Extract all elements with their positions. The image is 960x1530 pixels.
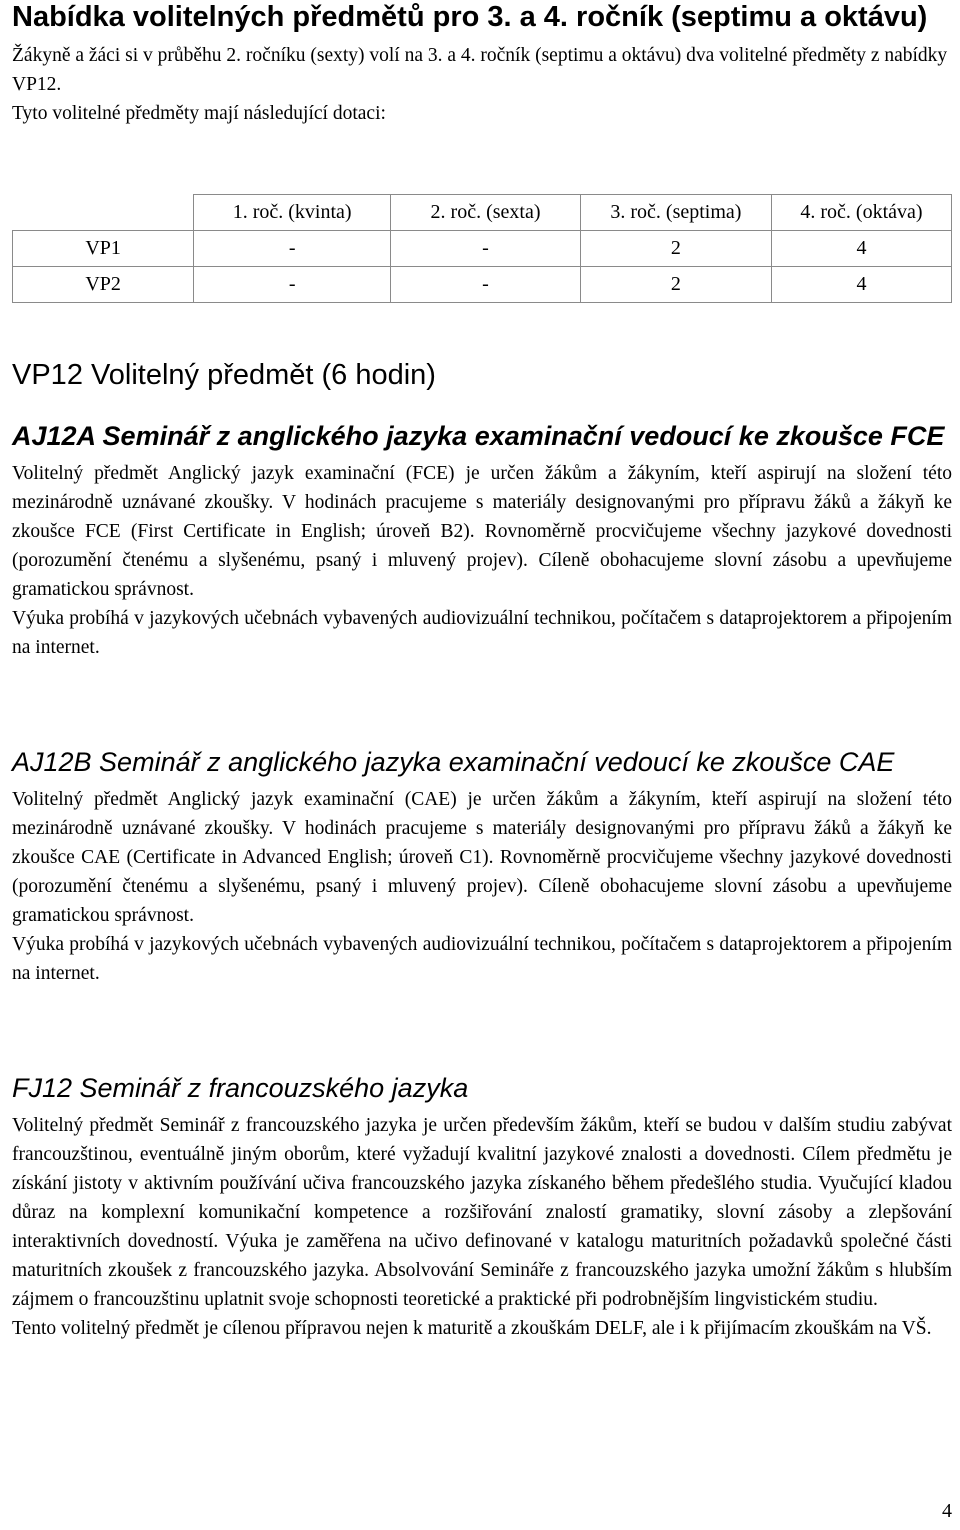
table-cell: VP2 xyxy=(13,267,194,303)
table-cell: - xyxy=(391,267,581,303)
section-aj12a xyxy=(12,420,952,662)
aj12b-paragraph-2: Výuka probíhá v jazykových učebnách vybavených audiovizuální technikou, počítačem s dataprojektorem a připojením na internet. xyxy=(12,934,952,984)
table-header-cell: 2. roč. (sexta) xyxy=(391,195,581,231)
page-title: Nabídka volitelných předmětů pro 3. a 4. ročník (septimu a oktávu) xyxy=(12,1,928,33)
vp12-heading: VP12 Volitelný předmět (6 hodin) xyxy=(12,359,436,391)
aj12a-paragraph-2: Výuka probíhá v jazykových učebnách vybavených audiovizuální technikou, počítačem s dataprojektorem a připojením na internet. xyxy=(12,608,952,658)
aj12b-paragraph-1: Volitelný předmět Anglický jazyk examinační (CAE) je určen žákům a žákyním, kteří aspirují na složení této mezinárodně uznávané zkoušky. V hodinách pracujeme s materiály designovanými pro přípravu žáků a žákyň ke zkoušce CAE (Certificate in Advanced English; úroveň C1). Rovnoměrně procvičujeme všechny jazykové dovednosti (porozumění čtenému a slyšenému, psaný i mluvený projev). Cíleně obohacujeme slovní zásobu a upevňujeme gramatickou správnost. xyxy=(12,789,952,926)
aj12b-heading: AJ12B Seminář z anglického jazyka examinační vedoucí ke zkoušce CAE xyxy=(12,747,895,777)
table-cell: 4 xyxy=(771,267,951,303)
fj12-heading: FJ12 Seminář z francouzského jazyka xyxy=(12,1073,469,1103)
table-cell: 2 xyxy=(580,231,771,267)
document-page xyxy=(12,0,952,1339)
hours-table xyxy=(12,194,952,303)
section-fj12 xyxy=(12,1072,952,1343)
table-header-row xyxy=(13,195,952,231)
table-cell: 4 xyxy=(771,231,951,267)
aj12a-paragraph-1: Volitelný předmět Anglický jazyk examinační (FCE) je určen žákům a žákyním, kteří aspirují na složení této mezinárodně uznávané zkoušky. V hodinách pracujeme s materiály designovanými pro přípravu žáků a žákyň ke zkoušce FCE (First Certificate in English; úroveň B2). Rovnoměrně procvičujeme všechny jazykové dovednosti (porozumění čtenému a slyšenému, psaný i mluvený projev). Cíleně obohacujeme slovní zásobu a upevňujeme gramatickou správnost. xyxy=(12,463,952,600)
fj12-paragraph-1: Volitelný předmět Seminář z francouzského jazyka je určen především žákům, kteří se budou v dalším studiu zabývat francouzštinou, eventuálně jiným oborům, které vyžadují kvalitní jazykové znalosti a dovednosti. Cílem předmětu je získání jistoty v aktivním používání učiva francouzského jazyka získaného během předešlého studia. Vyučující kladou důraz na komplexní komunikační kompetence a rozšiřování znalostí gramatiky, slovní zásoby a zlepšování interaktivních dovedností. Výuka je zaměřena na učivo definované v katalogu maturitních požadavků společné části maturitních zkoušek z francouzského jazyka. Absolvování Semináře z francouzského jazyka umožní žákům s hlubším zájmem o francouzštinu uplatnit svoje schopnosti teoretické a praktické při podrobnějším lingvistickém studiu. xyxy=(12,1115,952,1310)
table-header-cell: 1. roč. (kvinta) xyxy=(194,195,391,231)
section-aj12b xyxy=(12,746,952,988)
intro-sentence-2: Tyto volitelné předměty mají následující dotaci: xyxy=(12,103,386,124)
table-cell: 2 xyxy=(580,267,771,303)
table-cell: - xyxy=(194,231,391,267)
aj12a-heading: AJ12A Seminář z anglického jazyka examinační vedoucí ke zkoušce FCE xyxy=(12,421,945,451)
table-cell: - xyxy=(194,267,391,303)
table-row xyxy=(13,231,952,267)
table-header-cell xyxy=(13,195,194,231)
table-header-cell: 3. roč. (septima) xyxy=(580,195,771,231)
intro-paragraph xyxy=(12,41,952,128)
fj12-paragraph-2: Tento volitelný předmět je cílenou přípravou nejen k maturitě a zkouškám DELF, ale i k přijímacím zkouškám na VŠ. xyxy=(12,1318,932,1339)
table-row xyxy=(13,267,952,303)
table-header-cell: 4. roč. (oktáva) xyxy=(771,195,951,231)
table-cell: VP1 xyxy=(13,231,194,267)
page-number: 4 xyxy=(942,1500,952,1522)
intro-sentence-1: Žákyně a žáci si v průběhu 2. ročníku (sexty) volí na 3. a 4. ročník (septimu a oktávu) dva volitelné předměty z nabídky VP12. xyxy=(12,45,948,95)
table-cell: - xyxy=(391,231,581,267)
